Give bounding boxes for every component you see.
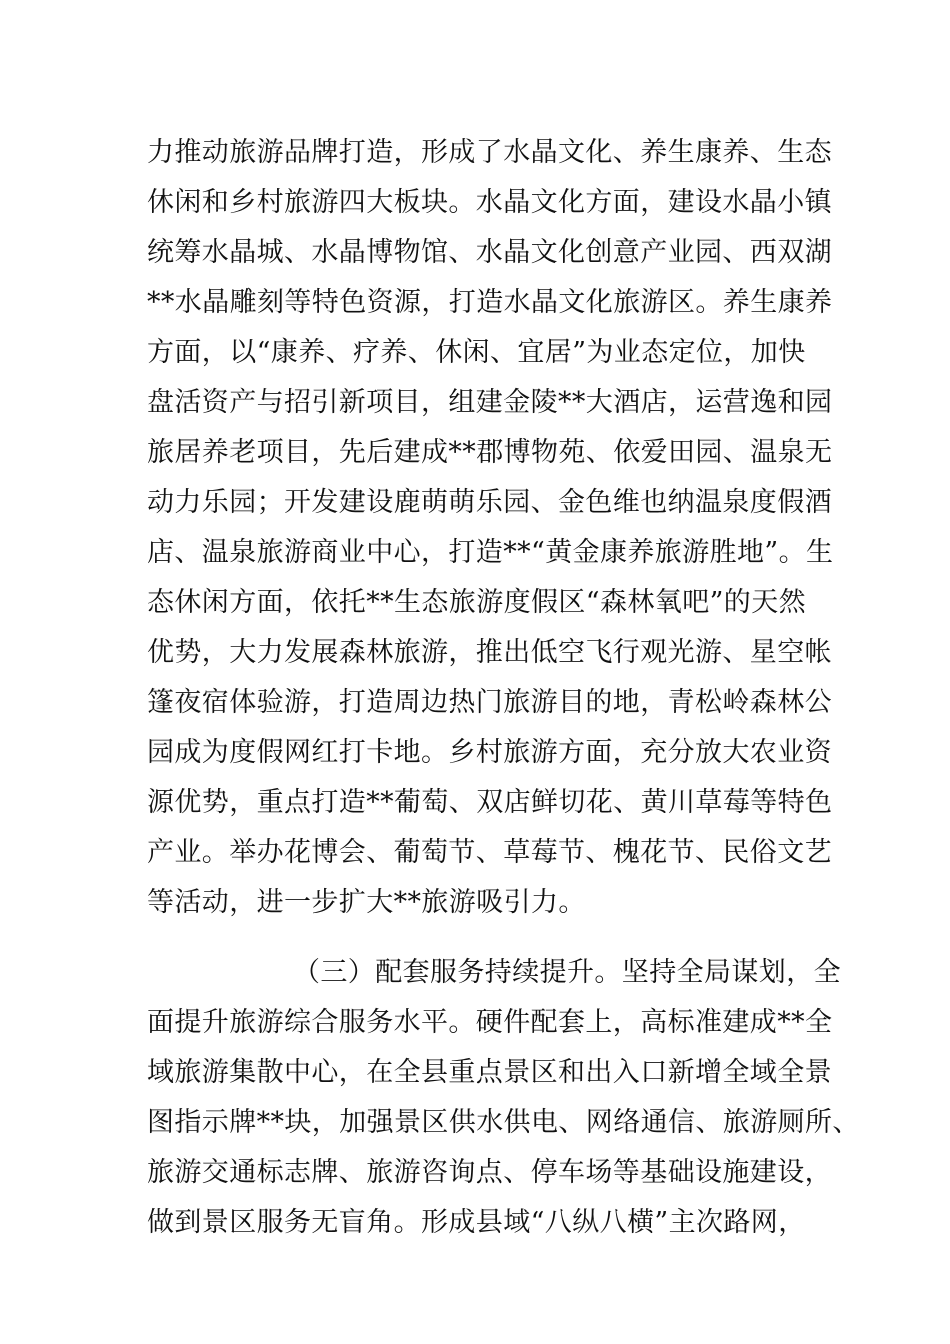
text-line: 篷夜宿体验游，打造周边热门旅游目的地，青松岭森林公 bbox=[147, 687, 832, 718]
text-line: 等活动，进一步扩大**旅游吸引力。 bbox=[147, 887, 586, 918]
text-line: 方面，以“康养、疗养、休闲、宜居”为业态定位，加快 bbox=[147, 337, 806, 368]
text-line: 面提升旅游综合服务水平。硬件配套上，高标准建成**全 bbox=[147, 1007, 833, 1038]
body-text bbox=[147, 128, 860, 1248]
text-line: 源优势，重点打造**葡萄、双店鲜切花、黄川草莓等特色 bbox=[147, 787, 833, 818]
section-heading-line: （三）配套服务持续提升。坚持全局谋划，全 bbox=[293, 957, 841, 988]
text-line: 休闲和乡村旅游四大板块。水晶文化方面，建设水晶小镇 bbox=[147, 187, 832, 218]
text-line: 态休闲方面，依托**生态旅游度假区“森林氧吧”的天然 bbox=[147, 587, 807, 618]
text-line: 园成为度假网红打卡地。乡村旅游方面，充分放大农业资 bbox=[147, 737, 832, 768]
text-line: 力推动旅游品牌打造，形成了水晶文化、养生康养、生态 bbox=[147, 137, 832, 168]
text-line: 图指示牌**块，加强景区供水供电、网络通信、旅游厕所、 bbox=[147, 1107, 860, 1138]
text-line: 旅居养老项目，先后建成**郡博物苑、依爱田园、温泉无 bbox=[147, 437, 833, 468]
text-line: 店、温泉旅游商业中心，打造**“黄金康养旅游胜地”。生 bbox=[147, 537, 834, 568]
paragraph-spacing bbox=[147, 928, 847, 948]
text-line: **水晶雕刻等特色资源，打造水晶文化旅游区。养生康养 bbox=[147, 287, 833, 318]
text-line: 优势，大力发展森林旅游，推出低空飞行观光游、星空帐 bbox=[147, 637, 832, 668]
text-line: 旅游交通标志牌、旅游咨询点、停车场等基础设施建设， bbox=[147, 1157, 832, 1188]
text-line: 做到景区服务无盲角。形成县域“八纵八横”主次路网， bbox=[147, 1207, 806, 1238]
paragraph-tourism-brands bbox=[147, 128, 847, 928]
text-line: 域旅游集散中心，在全县重点景区和出入口新增全域全景 bbox=[147, 1057, 832, 1088]
text-line: 统筹水晶城、水晶博物馆、水晶文化创意产业园、西双湖 bbox=[147, 237, 832, 268]
paragraph-supporting-services bbox=[147, 948, 860, 1248]
text-line: 产业。举办花博会、葡萄节、草莓节、槐花节、民俗文艺 bbox=[147, 837, 832, 868]
text-line: 盘活资产与招引新项目，组建金陵**大酒店，运营逸和园 bbox=[147, 387, 833, 418]
text-line: 动力乐园；开发建设鹿萌萌乐园、金色维也纳温泉度假酒 bbox=[147, 487, 832, 518]
